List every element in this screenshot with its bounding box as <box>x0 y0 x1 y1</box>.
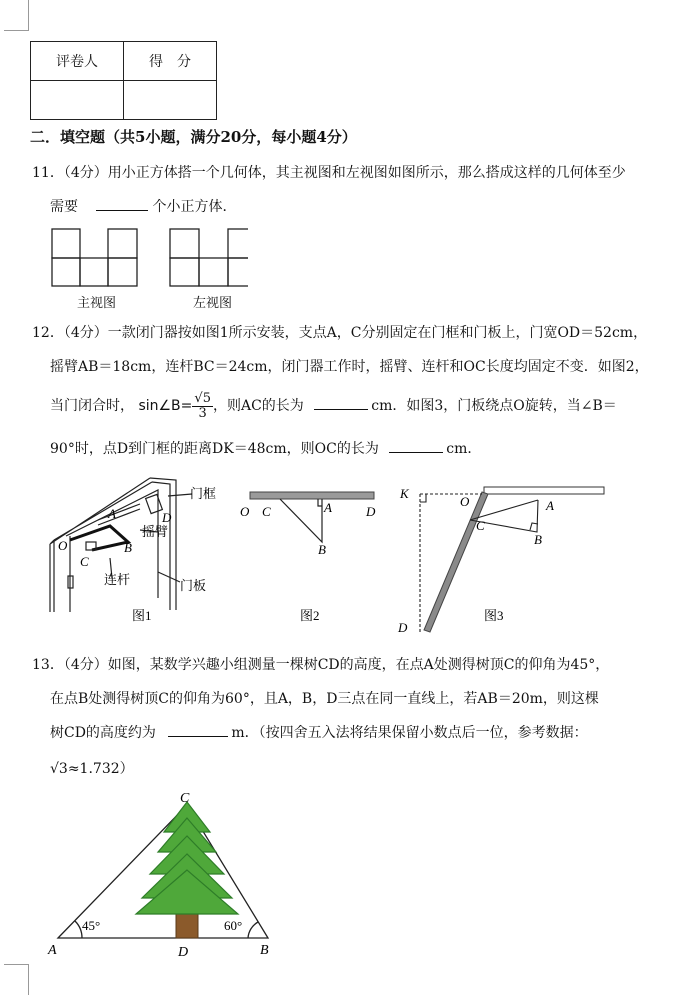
reviewer-cell[interactable] <box>31 81 124 120</box>
q12-line4b: cm． <box>446 441 482 457</box>
left-view <box>170 229 248 286</box>
q11-line2 <box>50 196 236 216</box>
fig3-point-K: K <box>400 486 409 501</box>
q12-figure-1 <box>40 470 240 626</box>
q12-line3b: ，则AC的长为 <box>212 398 304 414</box>
tree-foliage <box>136 802 238 914</box>
q12-line4 <box>50 438 481 458</box>
fig1-point-D: D <box>162 510 172 525</box>
fig2-point-A: A <box>324 500 332 515</box>
angle-B-label: 60° <box>224 918 243 933</box>
fig2-point-O: O <box>240 504 250 519</box>
fig2-point-D: D <box>366 504 376 519</box>
q13-answer-blank[interactable] <box>168 722 228 737</box>
score-table <box>30 41 217 120</box>
q11-line1: 11．（4分）用小正方体搭一个几何体，其主视图和左视图如图所示，那么搭成这样的几何体至少 <box>32 165 626 181</box>
q12-line4a: 90°时，点D到门框的距离DK＝48cm，则OC的长为 <box>50 441 379 457</box>
q11-line2b: 个小正方体． <box>152 199 237 215</box>
q12-figure-3 <box>394 480 610 640</box>
fig3-point-A: A <box>546 498 554 513</box>
fig1-point-C: C <box>80 554 89 569</box>
fig1-label-yaobi: 摇臂 <box>142 524 169 539</box>
fig1-point-O: O <box>58 538 68 553</box>
tree-point-D: D <box>178 945 189 960</box>
q11-line2a: 需要 <box>50 199 78 215</box>
fig3-point-O: O <box>460 494 470 509</box>
q12-line3 <box>50 386 617 426</box>
score-cell[interactable] <box>124 81 217 120</box>
q12-line3a: 当门闭合时， <box>50 398 134 414</box>
front-view <box>52 229 137 286</box>
tree-point-B: B <box>260 943 269 958</box>
fig3-caption: 图3 <box>484 608 504 623</box>
q13-line4: √3≈1.732） <box>50 761 134 777</box>
fig2-point-B: B <box>318 542 326 557</box>
q13-line2: 在点B处测得树顶C的仰角为60°，且A，B，D三点在同一直线上，若AB＝20m，则这棵 <box>50 691 599 707</box>
fig1-point-B: B <box>124 540 132 555</box>
q12-answer-blank-1[interactable] <box>314 395 368 410</box>
sin-label: sin∠B= <box>138 398 193 414</box>
crop-mark-bottom <box>4 964 29 995</box>
score-header: 得 分 <box>124 42 217 81</box>
frac-numerator: √5 <box>194 390 211 406</box>
fig3-point-C: C <box>476 518 485 533</box>
q13-line3 <box>50 722 588 742</box>
fig1-caption: 图1 <box>132 608 152 623</box>
q12-figure-2 <box>234 480 384 626</box>
q11-answer-blank[interactable] <box>96 196 148 211</box>
angle-A-label: 45° <box>82 918 101 933</box>
fig2-point-C: C <box>262 504 271 519</box>
fig2-caption: 图2 <box>300 608 320 623</box>
fig1-point-A: A <box>108 506 116 521</box>
q12-answer-blank-2[interactable] <box>389 438 443 453</box>
q13-line3a: 树CD的高度约为 <box>50 725 156 741</box>
q12-line3c: cm．如图3，门板绕点O旋转，当∠B＝ <box>371 398 617 414</box>
q13-line1: 13．（4分）如图，某数学兴趣小组测量一棵树CD的高度，在点A处测得树顶C的仰角为45°， <box>32 657 610 673</box>
front-view-label: 主视图 <box>77 296 117 311</box>
fig3-point-B: B <box>534 532 542 547</box>
q12-line2: 摇臂AB＝18cm，连杆BC＝24cm，闭门器工作时，摇臂、连杆和OC长度均固定不变．如图2， <box>50 359 649 375</box>
q11-views-figure <box>48 226 248 290</box>
q12-line1: 12．（4分）一款闭门器按如图1所示安装，支点A，C分别固定在门框和门板上，门宽OD＝52cm， <box>32 325 648 341</box>
sqrt5-over-3 <box>192 392 213 420</box>
crop-mark-top <box>4 0 29 31</box>
fig1-label-menban: 门板 <box>180 578 207 593</box>
section-title: 二．填空题（共5小题，满分20分，每小题4分） <box>30 128 357 146</box>
frac-denominator: 3 <box>198 405 207 421</box>
q13-line3b: m．（按四舍五入法将结果保留小数点后一位，参考数据： <box>231 725 588 741</box>
fig3-point-D: D <box>398 620 408 635</box>
tree-point-A: A <box>48 943 57 958</box>
fig1-label-menkuang: 门框 <box>190 486 217 501</box>
q13-tree-figure <box>44 788 280 964</box>
reviewer-header: 评卷人 <box>31 42 124 81</box>
tree-point-C: C <box>180 791 190 806</box>
fig1-label-liangan: 连杆 <box>104 572 131 587</box>
left-view-label: 左视图 <box>193 296 233 311</box>
